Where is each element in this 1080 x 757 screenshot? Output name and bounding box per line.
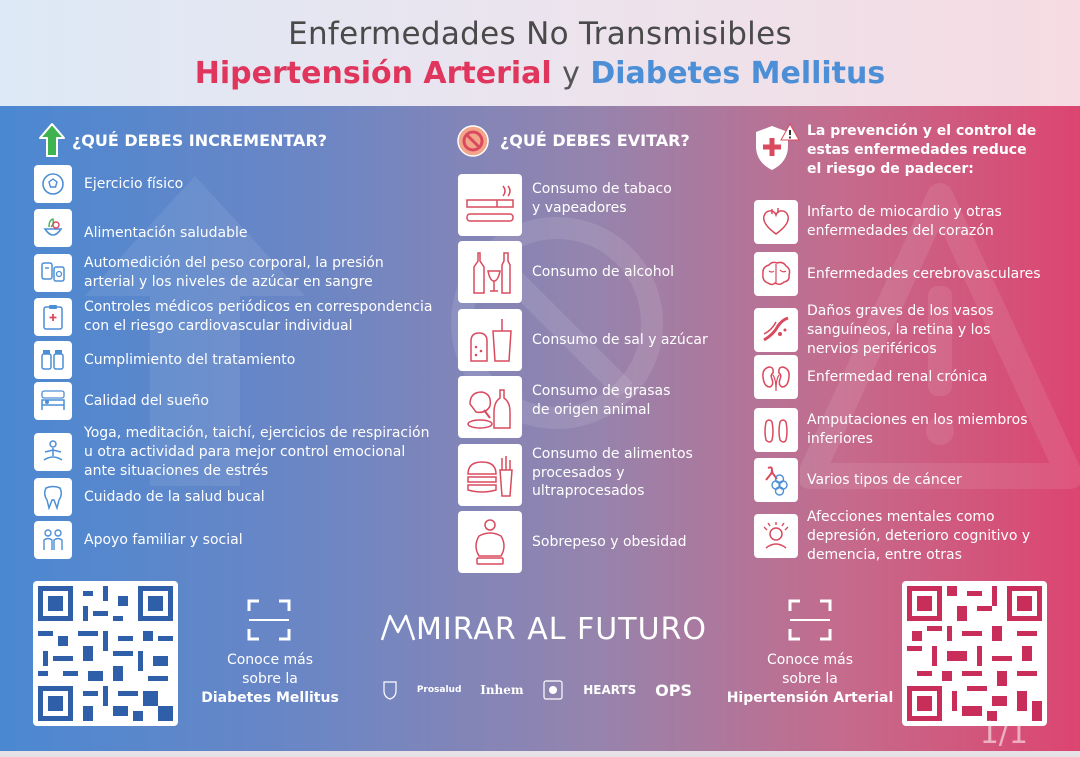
brand-logo <box>380 608 707 648</box>
list-item-brain <box>754 252 1041 296</box>
qr-code-hypertension[interactable] <box>902 581 1047 726</box>
prevention-heading: La prevención y el control de estas enfermedades reduce el riesgo de padecer: <box>807 123 1037 177</box>
heart-icon <box>754 200 798 244</box>
learn-more-hypertension <box>720 651 900 708</box>
list-item-tobacco <box>458 174 682 236</box>
learn-more-topic: Hipertensión Arterial <box>726 689 894 706</box>
item-label: Calidad del sueño <box>84 392 209 409</box>
blood-vessel-icon <box>754 308 798 352</box>
list-item-processed-food <box>458 444 702 506</box>
list-item-food <box>34 209 248 247</box>
learn-more-topic: Diabetes Mellitus <box>201 689 339 706</box>
item-label: Alimentación saludable <box>84 224 248 241</box>
learn-more-diabetes <box>190 651 350 708</box>
title-conjunction: y <box>562 56 580 91</box>
item-label: Consumo de alcohol <box>532 263 675 280</box>
item-label: Sobrepeso y obesidad <box>532 533 687 550</box>
avoid-heading: ¿QUÉ DEBES EVITAR? <box>500 131 690 150</box>
title-diabetes: Diabetes Mellitus <box>590 56 886 91</box>
item-label: Ejercicio físico <box>84 175 184 192</box>
increase-heading: ¿QUÉ DEBES INCREMENTAR? <box>72 131 328 150</box>
brain-icon <box>754 252 798 296</box>
item-label: Apoyo familiar y social <box>84 531 243 548</box>
title-hipertension: Hipertensión Arterial <box>194 56 552 91</box>
soccer-ball-icon <box>34 165 72 203</box>
partner-logos <box>382 676 692 704</box>
item-label: Consumo de alimentos procesados y ultraprocesados <box>532 445 693 500</box>
shield-health-icon <box>752 122 800 174</box>
page-header <box>0 0 1080 106</box>
item-label: Cuidado de la salud bucal <box>84 488 265 505</box>
obesity-icon <box>458 511 522 573</box>
logo-ops: OPS <box>655 680 692 700</box>
item-label: Yoga, meditación, taichí, ejercicios de respiración u otra actividad para mejor control emocional ante situaciones de estrés <box>84 425 430 479</box>
item-label: Daños graves de los vasos sanguíneos, la retina y los nervios periféricos <box>807 303 994 357</box>
page-subtitle <box>0 56 1080 91</box>
item-label: Automedición del peso corporal, la presión arterial y los niveles de azúcar en sangre <box>84 255 384 290</box>
logo-hearts: HEARTS <box>583 683 637 697</box>
qr-code-diabetes[interactable] <box>33 581 178 726</box>
up-arrow-icon <box>38 122 66 158</box>
list-item-alcohol <box>458 241 674 303</box>
list-item-yoga <box>34 424 434 481</box>
list-item-oral-health <box>34 478 265 516</box>
brand-name: MIRAR AL FUTURO <box>416 612 707 647</box>
cigarette-icon <box>458 174 522 236</box>
list-item-vessels <box>754 302 1037 359</box>
item-label: Afecciones mentales como depresión, deterioro cognitivo y demencia, entre otras <box>807 509 1031 563</box>
medication-icon <box>34 341 72 379</box>
alcohol-icon <box>458 241 522 303</box>
sleep-icon <box>34 382 72 420</box>
logo-prosalud: Prosalud <box>416 685 462 695</box>
scan-frame-icon <box>788 599 832 641</box>
family-icon <box>34 521 72 559</box>
healthy-food-icon <box>34 209 72 247</box>
item-label: Cumplimiento del tratamiento <box>84 351 296 368</box>
item-label: Amputaciones en los miembros inferiores <box>807 412 1028 447</box>
list-item-exercise <box>34 165 183 203</box>
list-item-heart <box>754 200 1052 244</box>
government-shield-icon <box>382 679 398 701</box>
learn-more-line1: Conoce más <box>766 652 854 668</box>
list-item-mental <box>754 508 1047 565</box>
prohibited-icon <box>456 124 490 158</box>
page-title: Enfermedades No Transmisibles <box>288 16 792 52</box>
list-item-sleep <box>34 382 209 420</box>
page-number: 1/1 <box>979 716 1028 751</box>
list-item-kidney <box>754 355 987 399</box>
item-label: Consumo de grasas de origen animal <box>532 383 671 418</box>
item-label: Controles médicos periódicos en correspondencia con el riesgo cardiovascular individual <box>84 299 433 334</box>
item-label: Enfermedad renal crónica <box>807 368 988 385</box>
bottom-strip <box>0 751 1080 757</box>
fast-food-icon <box>458 444 522 506</box>
salt-sugar-icon <box>458 309 522 371</box>
medical-clipboard-icon <box>34 298 72 336</box>
animal-fat-icon <box>458 376 522 438</box>
main-panel <box>0 106 1080 751</box>
list-item-self-measure <box>34 254 404 292</box>
partner-emblem-icon <box>542 679 564 701</box>
feet-icon <box>754 408 798 452</box>
list-item-obesity <box>458 511 687 573</box>
logo-inhem: Inhem <box>480 683 524 697</box>
learn-more-line2: sobre la <box>782 670 838 687</box>
mental-health-icon <box>754 514 798 558</box>
item-label: Enfermedades cerebrovasculares <box>807 265 1041 282</box>
scan-frame-icon <box>247 599 291 641</box>
item-label: Infarto de miocardio y otras enfermedades del corazón <box>807 204 1002 239</box>
tooth-icon <box>34 478 72 516</box>
list-item-animal-fat <box>458 376 682 438</box>
item-label: Varios tipos de cáncer <box>807 471 962 488</box>
list-item-medical-controls <box>34 298 444 336</box>
item-label: Consumo de sal y azúcar <box>532 331 708 348</box>
list-item-cancer <box>754 458 962 502</box>
cancer-ribbon-icon <box>754 458 798 502</box>
learn-more-line1: Conoce más <box>226 652 314 668</box>
kidney-icon <box>754 355 798 399</box>
item-label: Consumo de tabaco y vapeadores <box>532 181 672 216</box>
meditation-icon <box>34 433 72 471</box>
list-item-treatment <box>34 341 295 379</box>
self-measurement-icon <box>34 254 72 292</box>
list-item-family <box>34 521 243 559</box>
list-item-amputation <box>754 408 1047 452</box>
list-item-salt-sugar <box>458 309 708 371</box>
learn-more-line2: sobre la <box>242 670 298 687</box>
